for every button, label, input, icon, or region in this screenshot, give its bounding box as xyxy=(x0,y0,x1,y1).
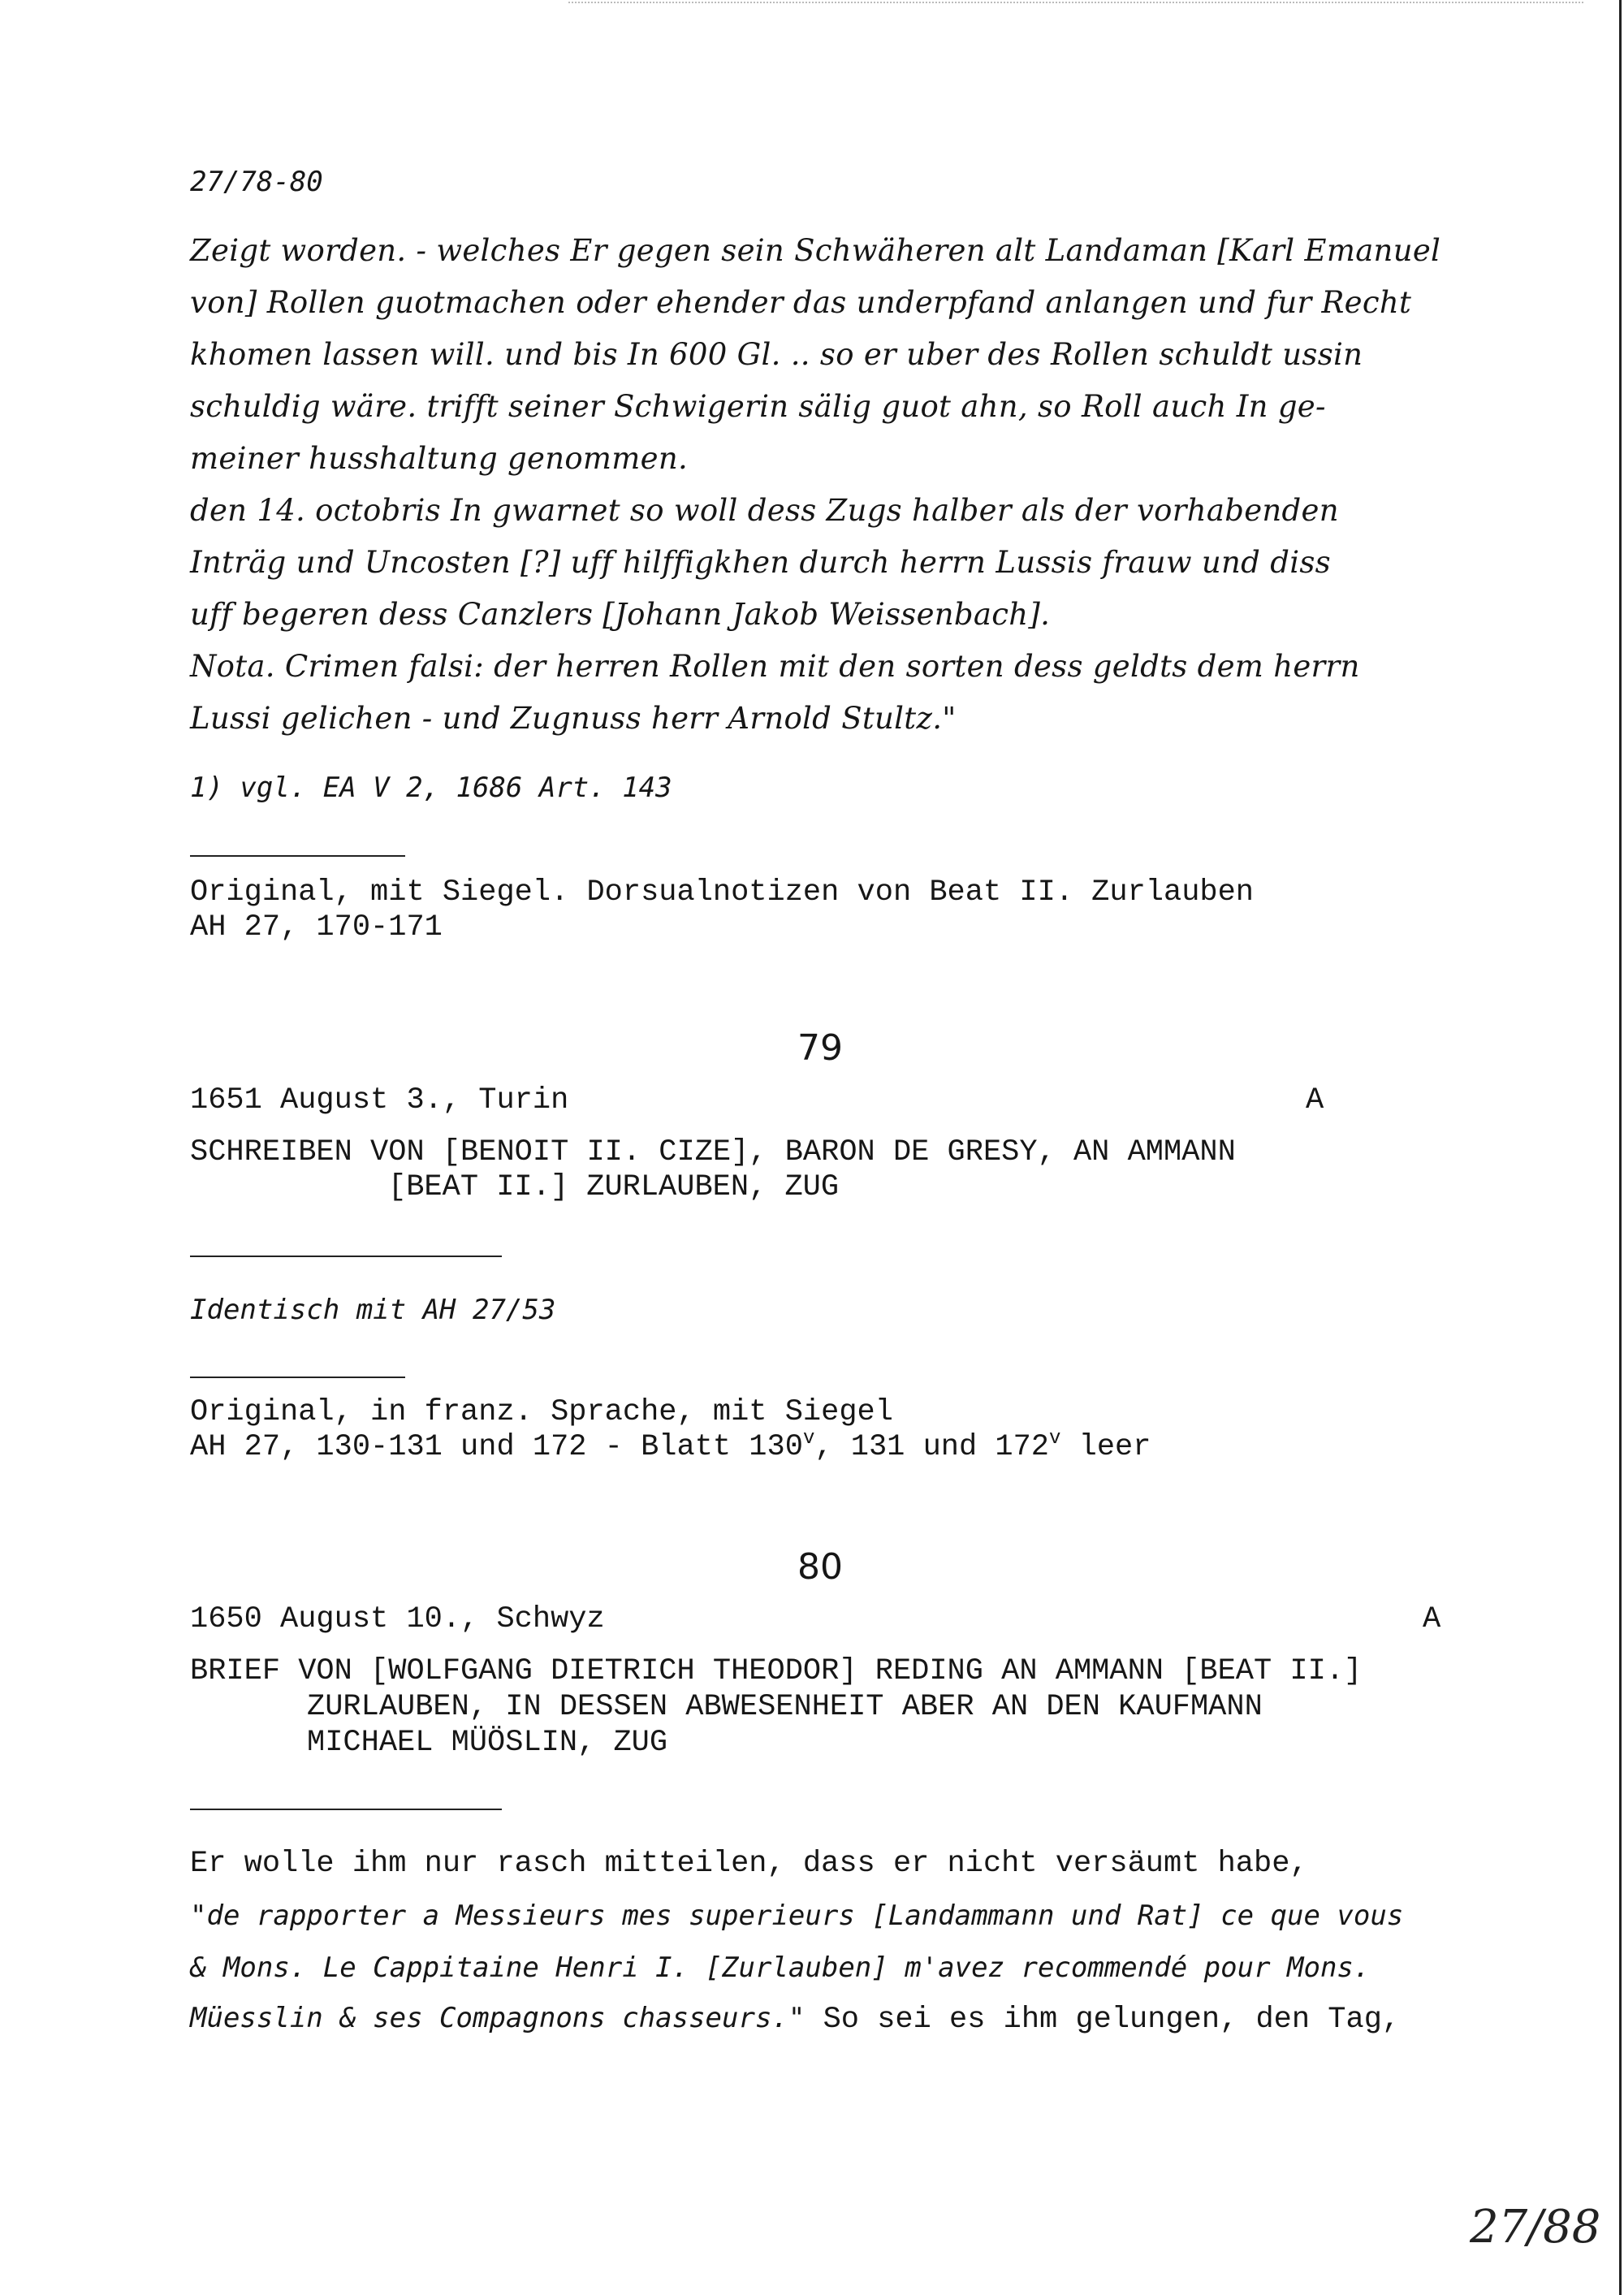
entry-category: A xyxy=(1423,1602,1441,1636)
entry-title: MICHAEL MÜÖSLIN, ZUG xyxy=(307,1726,668,1760)
scan-noise xyxy=(568,2,1583,5)
transcript-line: Zeigt worden. - welches Er gegen sein Schwäheren alt Landaman [Karl Emanuel xyxy=(190,233,1441,268)
entry-title: SCHREIBEN VON [BENOIT II. CIZE], BARON DE GRESY, AN AMMANN xyxy=(190,1135,1236,1169)
verso-superscript: v xyxy=(1049,1428,1061,1450)
archive-reference-part: AH 27, 130-131 und 172 - Blatt 130 xyxy=(190,1430,803,1464)
entry-number: 79 xyxy=(797,1027,843,1069)
archive-reference xyxy=(190,1430,1151,1464)
separator-rule xyxy=(190,1809,502,1810)
transcript-line: Lussi gelichen - und Zugnuss herr Arnold Stultz." xyxy=(190,701,957,736)
transcript-line: Nota. Crimen falsi: der herren Rollen mit den sorten dess geldts dem herrn xyxy=(190,649,1360,684)
entry-title: ZURLAUBEN, IN DESSEN ABWESENHEIT ABER AN DEN KAUFMANN xyxy=(307,1690,1263,1724)
archive-reference-part: leer xyxy=(1060,1430,1151,1464)
source-note: Original, mit Siegel. Dorsualnotizen von Beat II. Zurlauben xyxy=(190,875,1255,910)
separator-rule xyxy=(190,855,405,857)
entry-title: BRIEF VON [WOLFGANG DIETRICH THEODOR] REDING AN AMMANN [BEAT II.] xyxy=(190,1654,1363,1688)
body-text-mixed xyxy=(190,2002,1400,2037)
entry-date-place: 1651 August 3., Turin xyxy=(190,1083,569,1117)
entry-category: A xyxy=(1306,1083,1324,1117)
source-note: Original, in franz. Sprache, mit Siegel xyxy=(190,1395,893,1429)
body-quote: Müesslin & ses Compagnons chasseurs." xyxy=(190,2002,806,2034)
body-quote: "de rapporter a Messieurs mes superieurs [Landammann und Rat] ce que vous xyxy=(190,1900,1404,1932)
separator-rule xyxy=(190,1377,405,1378)
archive-reference: AH 27, 170-171 xyxy=(190,910,443,944)
handwritten-page-number: 27/88 xyxy=(1470,2201,1601,2254)
transcript-line: meiner husshaltung genommen. xyxy=(190,441,689,476)
entry-date-place: 1650 August 10., Schwyz xyxy=(190,1602,605,1636)
transcript-line: schuldig wäre. trifft seiner Schwigerin sälig guot ahn, so Roll auch In ge- xyxy=(190,389,1326,424)
body-text: So sei es ihm gelungen, den Tag, xyxy=(805,2003,1401,2037)
page-edge xyxy=(1619,0,1622,2295)
transcript-line: Inträg und Uncosten [?] uff hilffigkhen durch herrn Lussis frauw und diss xyxy=(190,545,1331,580)
separator-rule xyxy=(190,1256,502,1257)
entry-title: [BEAT II.] ZURLAUBEN, ZUG xyxy=(388,1170,840,1204)
body-text: Er wolle ihm nur rasch mitteilen, dass er nicht versäumt habe, xyxy=(190,1847,1308,1881)
identity-note: Identisch mit AH 27/53 xyxy=(190,1294,556,1326)
transcript-line: den 14. octobris In gwarnet so woll dess Zugs halber als der vorhabenden xyxy=(190,493,1339,528)
body-quote: & Mons. Le Cappitaine Henri I. [Zurlauben] m'avez recommendé pour Mons. xyxy=(190,1951,1371,1984)
transcript-line: uff begeren dess Canzlers [Johann Jakob Weissenbach]. xyxy=(190,597,1051,632)
transcript-line: khomen lassen will. und bis In 600 Gl. .. so er uber des Rollen schuldt ussin xyxy=(190,337,1363,372)
verso-superscript: v xyxy=(802,1428,815,1450)
header-reference: 27/78-80 xyxy=(190,166,323,198)
entry-number: 80 xyxy=(797,1546,843,1588)
footnote: 1) vgl. EA V 2, 1686 Art. 143 xyxy=(190,771,672,804)
transcript-line: von] Rollen guotmachen oder ehender das underpfand anlangen und fur Recht xyxy=(190,285,1412,320)
archive-reference-part: , 131 und 172 xyxy=(814,1430,1049,1464)
